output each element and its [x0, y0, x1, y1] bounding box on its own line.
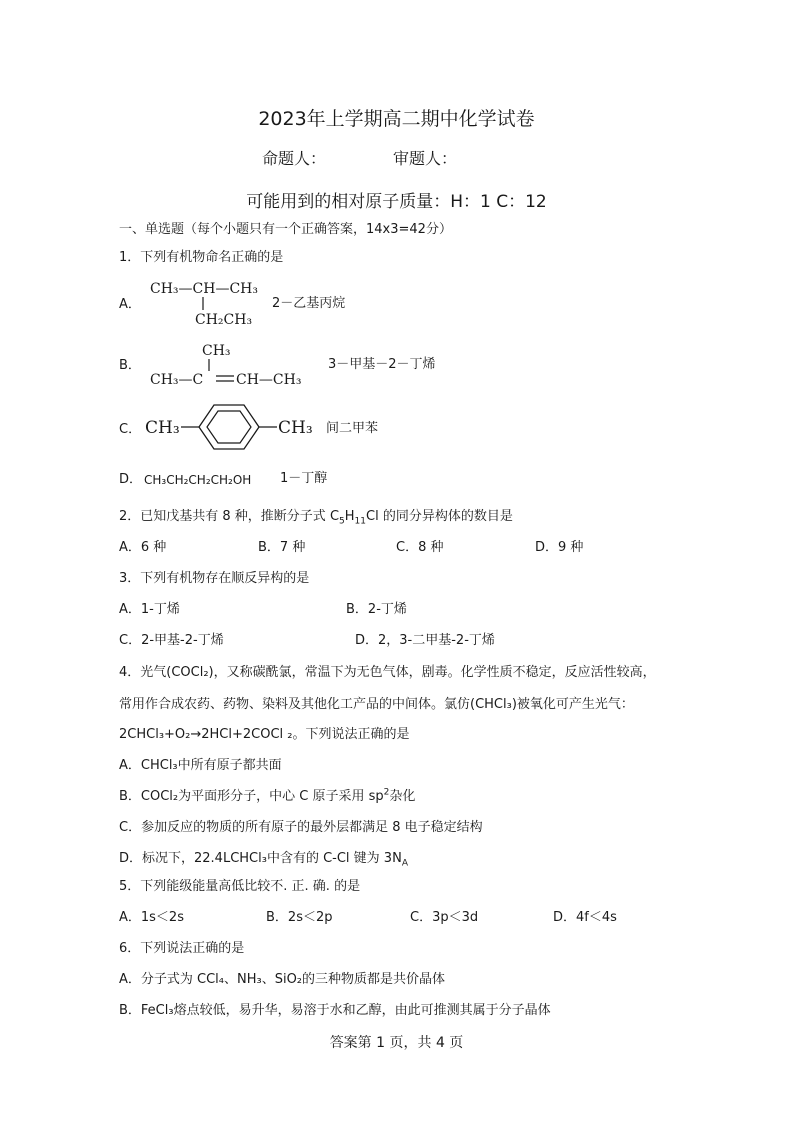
q4-option-a: A．CHCl₃中所有原子都共面: [119, 758, 282, 773]
q1-option-b-name: 3－甲基－2－丁烯: [328, 357, 436, 372]
q5-option-c: C．3p＜3d: [410, 910, 479, 925]
q4-option-d: D．标况下，22.4LCHCl₃中含有的 C-Cl 键为 $3N_A$: [119, 851, 408, 869]
q1-a-formula-bottom: CH₂CH₃: [195, 312, 253, 328]
q1-b-formula-right: CH—CH₃: [236, 372, 302, 388]
reviewer-label: 审题人：: [393, 149, 458, 168]
q1-option-d-name: 1－丁醇: [280, 471, 328, 486]
q1-a-formula-top: CH₃—CH—CH₃: [150, 281, 258, 297]
question-2-stem: 2．已知戊基共有 8 种，推断分子式 $C_5H_{11}Cl$ 的同分异构体的数目是: [119, 509, 513, 527]
q4-option-b: B．COCl₂为平面形分子，中心 C 原子采用 $sp^2$杂化: [119, 787, 416, 804]
q3-option-a: A．1-丁烯: [119, 602, 180, 617]
q5-option-d: D．4f＜4s: [553, 910, 617, 925]
q5-option-b: B．2s＜2p: [266, 910, 333, 925]
q1-option-a-label: A．: [119, 297, 141, 312]
question-4-equation: 2CHCl₃+O₂→2HCl+2COCl ₂。下列说法正确的是: [119, 727, 410, 742]
q1-option-c-label: C．: [119, 422, 142, 437]
q5-option-a: A．1s＜2s: [119, 910, 184, 925]
q1-option-a-structure: [145, 276, 275, 330]
question-5-stem: 5．下列能级能量高低比较不. 正. 确. 的是: [119, 879, 361, 894]
q2-option-c: C．8 种: [396, 540, 444, 555]
benzene-ring-icon: [199, 405, 259, 449]
page-footer: 答案第 1 页，共 4 页: [329, 1035, 464, 1051]
q2-option-b: B．7 种: [258, 540, 306, 555]
q2-option-d: D．9 种: [535, 540, 584, 555]
atomic-mass-line: 可能用到的相对原子质量：H：1 C：12: [246, 192, 547, 212]
question-6-stem: 6．下列说法正确的是: [119, 941, 245, 956]
q1-option-b-structure: [145, 338, 320, 392]
q1-option-c-structure: [143, 402, 323, 452]
question-4-line-1: 4．光气(COCl₂)，又称碳酰氯，常温下为无色气体，剧毒。化学性质不稳定，反应活性较高，: [119, 665, 656, 680]
q1-option-d-formula: CH₃CH₂CH₂CH₂OH: [144, 473, 252, 487]
setter-label: 命题人：: [262, 149, 327, 168]
q2-option-a: A．6 种: [119, 540, 167, 555]
question-1-stem: 1．下列有机物命名正确的是: [119, 250, 284, 265]
q1-option-c-name: 间二甲苯: [326, 421, 379, 436]
q1-option-a-name: 2－乙基丙烷: [272, 296, 346, 311]
q1-b-formula-top: CH₃: [202, 343, 231, 359]
question-3-stem: 3．下列有机物存在顺反异构的是: [119, 571, 310, 586]
page-title: 2023年上学期高二期中化学试卷: [258, 108, 535, 130]
q3-option-c: C．2-甲基-2-丁烯: [119, 633, 224, 648]
q1-option-b-label: B．: [119, 358, 141, 373]
q3-option-b: B．2-丁烯: [346, 602, 407, 617]
q1-b-formula-left: CH₃—C: [150, 372, 204, 388]
q6-option-a: A．分子式为 CCl₄、NH₃、SiO₂的三种物质都是共价晶体: [119, 972, 446, 987]
section-heading: 一、单选题（每个小题只有一个正确答案，14x3=42分）: [119, 222, 452, 237]
q3-option-d: D．2，3-二甲基-2-丁烯: [355, 633, 495, 648]
q4-option-c: C．参加反应的物质的所有原子的最外层都满足 8 电子稳定结构: [119, 820, 483, 835]
q6-option-b: B．FeCl₃熔点较低，易升华，易溶于水和乙醇，由此可推测其属于分子晶体: [119, 1003, 551, 1018]
q1-option-d-label: D．: [119, 472, 143, 487]
question-4-line-2: 常用作合成农药、药物、染料及其他化工产品的中间体。氯仿(CHCl₃)被氧化可产生光气：: [119, 697, 634, 712]
q1-c-methyl-left: CH₃: [145, 418, 180, 438]
q1-c-methyl-right: CH₃: [278, 418, 313, 438]
